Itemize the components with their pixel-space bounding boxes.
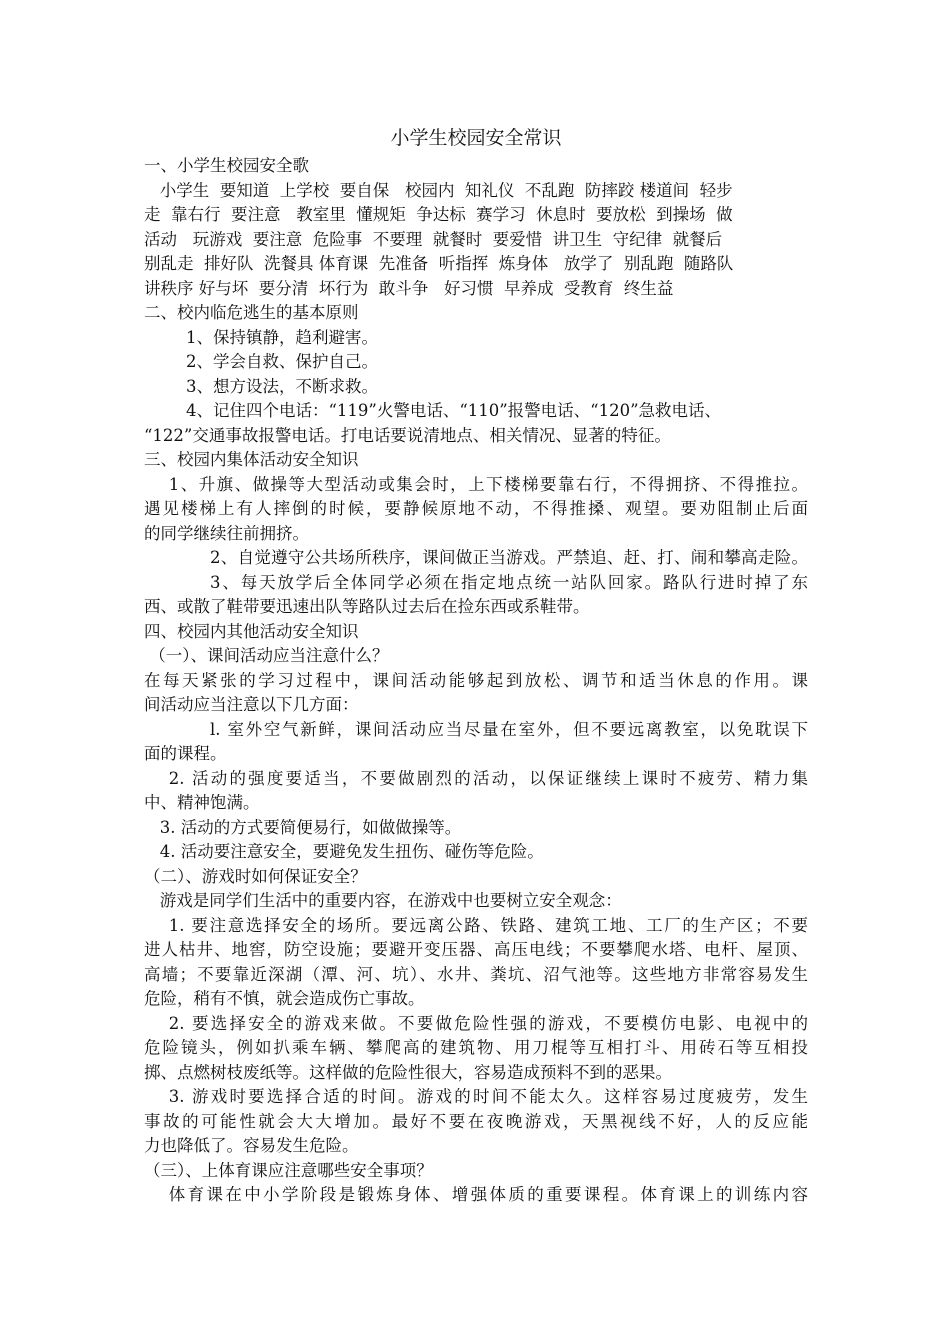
body-line: 讲秩序 好与坏 要分清 坏行为 敢斗争 好习惯 早养成 受教育 终生益 [144, 278, 674, 298]
body-line: 进人枯井、地窖，防空设施；要避开变压器、高压电线；不要攀爬水塔、电杆、屋顶、 [144, 940, 808, 959]
body-line: 中、精神饱满。 [144, 793, 260, 812]
body-line: 2、自觉遵守公共场所秩序，课间做正当游戏。严禁追、赶、打、闹和攀高走险。 [210, 548, 808, 567]
document-page [144, 122, 808, 1208]
body-line: 3. 游戏时要选择合适的时间。游戏的时间不能太久。这样容易过度疲劳，发生 [168, 1087, 808, 1106]
body-line: l. 室外空气新鲜，课间活动应当尽量在室外，但不要远离教室，以免耽误下 [210, 719, 808, 739]
body-line: 二、校内临危逃生的基本原则 [144, 303, 359, 322]
body-line: 3. 活动的方式要简便易行，如做做操等。 [144, 817, 462, 837]
body-line: 危险，稍有不慎，就会造成伤亡事故。 [144, 989, 425, 1008]
body-line: 掷、点燃树枝废纸等。这样做的危险性很大，容易造成预料不到的恶果。 [144, 1062, 672, 1082]
body-line: 在每天紧张的学习过程中，课间活动能够起到放松、调节和适当休息的作用。课 [144, 670, 808, 690]
body-line: （二）、游戏时如何保证安全？ [144, 866, 367, 886]
body-line: 小学生 要知道 上学校 要自保 校园内 知礼仪 不乱跑 防摔跤 楼道间 轻步 [144, 180, 733, 200]
body-line: 四、校园内其他活动安全知识 [144, 621, 359, 641]
body-line: 2. 要选择安全的游戏来做。不要做危险性强的游戏，不要模仿电影、电视中的 [168, 1013, 808, 1033]
body-line: 游戏是同学们生活中的重要内容，在游戏中也要树立安全观念： [144, 891, 622, 910]
body-line: 2、学会自救、保护自己。 [144, 352, 378, 371]
body-line: 危险镜头，例如扒乘车辆、攀爬高的建筑物、用刀棍等互相打斗、用砖石等互相投 [144, 1038, 808, 1057]
body-line: 三、校园内集体活动安全知识 [144, 450, 359, 469]
body-line: 别乱走 排好队 洗餐具 体育课 先准备 听指挥 炼身体 放学了 别乱跑 随路队 [144, 254, 734, 273]
body-line: 3、每天放学后全体同学必须在指定地点统一站队回家。路队行进时掉了东 [210, 572, 808, 592]
body-line: 4. 活动要注意安全，要避免发生扭伤、碰伤等危险。 [144, 842, 544, 861]
body-line: “122”交通事故报警电话。打电话要说清地点、相关情况、显著的特征。 [144, 425, 671, 445]
body-line: （一）、课间活动应当注意什么？ [144, 646, 389, 665]
body-line: 活动 玩游戏 要注意 危险事 不要理 就餐时 要爱惜 讲卫生 守纪律 就餐后 [144, 229, 723, 249]
document-body [144, 154, 808, 1208]
body-line: 2. 活动的强度要适当，不要做剧烈的活动，以保证继续上课时不疲劳、精力集 [168, 768, 808, 788]
body-line: 面的课程。 [144, 744, 227, 763]
body-line: 1. 要注意选择安全的场所。要远离公路、铁路、建筑工地、工厂的生产区；不要 [168, 915, 808, 935]
body-line: 4、记住四个电话：“119”火警电话、“110”报警电话、“120”急救电话、 [144, 401, 722, 420]
body-line: 高墙；不要靠近深湖（潭、河、坑）、水井、粪坑、沼气池等。这些地方非常容易发生 [144, 964, 808, 984]
body-line: 体育课在中小学阶段是锻炼身体、增强体质的重要课程。体育课上的训练内容 [168, 1185, 808, 1204]
body-line: 1、升旗、做操等大型活动或集会时，上下楼梯要靠右行，不得拥挤、不得推拉。 [168, 474, 808, 494]
body-line: 的同学继续往前拥挤。 [144, 523, 309, 543]
body-line: 遇见楼梯上有人摔倒的时候，要静候原地不动，不得推搡、观望。要劝阻制止后面 [144, 499, 808, 518]
body-line: 一、小学生校园安全歌 [144, 156, 309, 175]
body-line: 力也降低了。容易发生危险。 [144, 1136, 359, 1155]
document-title: 小学生校园安全常识 [390, 127, 562, 149]
body-line: 3、想方设法，不断求救。 [144, 376, 378, 396]
body-line: 走 靠右行 要注意 教室里 懂规矩 争达标 赛学习 休息时 要放松 到操场 做 [144, 205, 733, 224]
body-line: 1、保持镇静，趋利避害。 [144, 327, 378, 347]
body-line: 事故的可能性就会大大增加。最好不要在夜晚游戏，天黑视线不好，人的反应能 [144, 1111, 808, 1131]
body-line: 间活动应当注意以下几方面： [144, 695, 359, 714]
body-line: 西、或散了鞋带要迅速出队等路队过去后在捡东西或系鞋带。 [144, 597, 590, 616]
body-line: （三）、上体育课应注意哪些安全事项？ [144, 1160, 433, 1180]
